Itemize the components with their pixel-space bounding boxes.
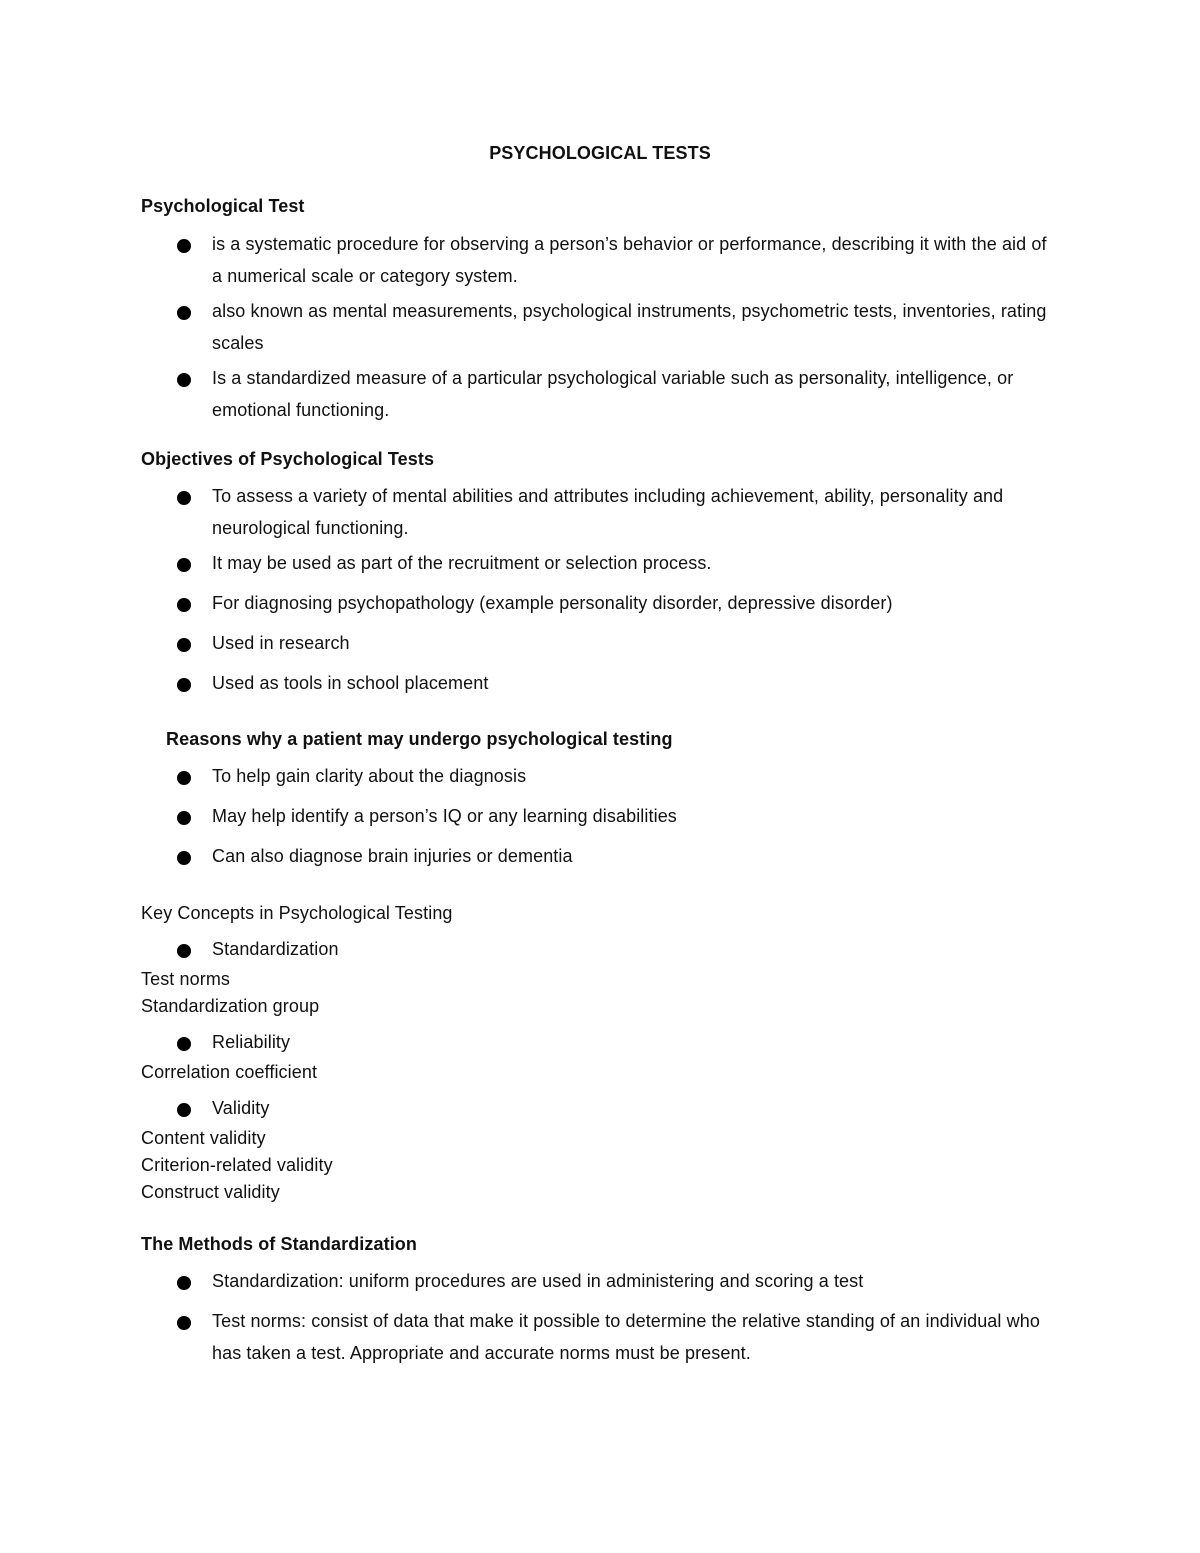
sub-item: Construct validity — [141, 1182, 280, 1202]
sub-item: Content validity — [141, 1128, 266, 1148]
section-heading-methods: The Methods of Standardization — [141, 1234, 417, 1254]
sub-item: Standardization group — [141, 996, 320, 1016]
list-item: Standardization: uniform procedures are used in administering and scoring a test — [177, 1271, 1057, 1297]
bullet-icon — [177, 306, 191, 320]
bullet-icon — [177, 944, 191, 958]
section-heading-objectives: Objectives of Psychological Tests — [141, 449, 435, 469]
bullet-icon — [177, 771, 191, 785]
sub-item: Test norms — [141, 969, 231, 989]
list-item: For diagnosing psychopathology (example personality disorder, depressive disorder) — [177, 593, 1057, 619]
list-item: Used in research — [177, 633, 1057, 659]
list-item: To assess a variety of mental abilities and attributes including achievement, ability, personality and neurological functioning. — [177, 486, 1057, 544]
list-item: also known as mental measurements, psychological instruments, psychometric tests, inventories, rating scales — [177, 301, 1057, 359]
section-heading-psychological-test: Psychological Test — [141, 196, 305, 216]
list-item: May help identify a person’s IQ or any learning disabilities — [177, 806, 1057, 832]
sub-item: Criterion-related validity — [141, 1155, 333, 1175]
section-heading-reasons: Reasons why a patient may undergo psychological testing — [166, 729, 673, 749]
page-title: PSYCHOLOGICAL TESTS — [489, 143, 711, 163]
bullet-icon — [177, 598, 191, 612]
bullet-icon — [177, 1103, 191, 1117]
list-item: Validity — [177, 1098, 1057, 1124]
list-item: Used as tools in school placement — [177, 673, 1057, 699]
bullet-icon — [177, 373, 191, 387]
bullet-icon — [177, 638, 191, 652]
bullet-icon — [177, 851, 191, 865]
bullet-icon — [177, 1276, 191, 1290]
list-item: Can also diagnose brain injuries or dementia — [177, 846, 1057, 872]
list-item: Test norms: consist of data that make it possible to determine the relative standing of an individual who has taken a test. Appropriate and accurate norms must be present. — [177, 1311, 1057, 1369]
bullet-icon — [177, 239, 191, 253]
list-item: Standardization — [177, 939, 1057, 965]
list-item: It may be used as part of the recruitment or selection process. — [177, 553, 1057, 579]
bullet-icon — [177, 558, 191, 572]
list-item: Reliability — [177, 1032, 1057, 1058]
list-item: Is a standardized measure of a particular psychological variable such as personality, intelligence, or emotional functioning. — [177, 368, 1057, 426]
section-heading-key-concepts: Key Concepts in Psychological Testing — [141, 903, 453, 923]
sub-item: Correlation coefficient — [141, 1062, 318, 1082]
bullet-icon — [177, 491, 191, 505]
bullet-icon — [177, 1037, 191, 1051]
bullet-icon — [177, 1316, 191, 1330]
list-item: is a systematic procedure for observing a person’s behavior or performance, describing it with the aid of a numerical scale or category system. — [177, 234, 1057, 292]
bullet-icon — [177, 811, 191, 825]
bullet-icon — [177, 678, 191, 692]
list-item: To help gain clarity about the diagnosis — [177, 766, 1057, 792]
